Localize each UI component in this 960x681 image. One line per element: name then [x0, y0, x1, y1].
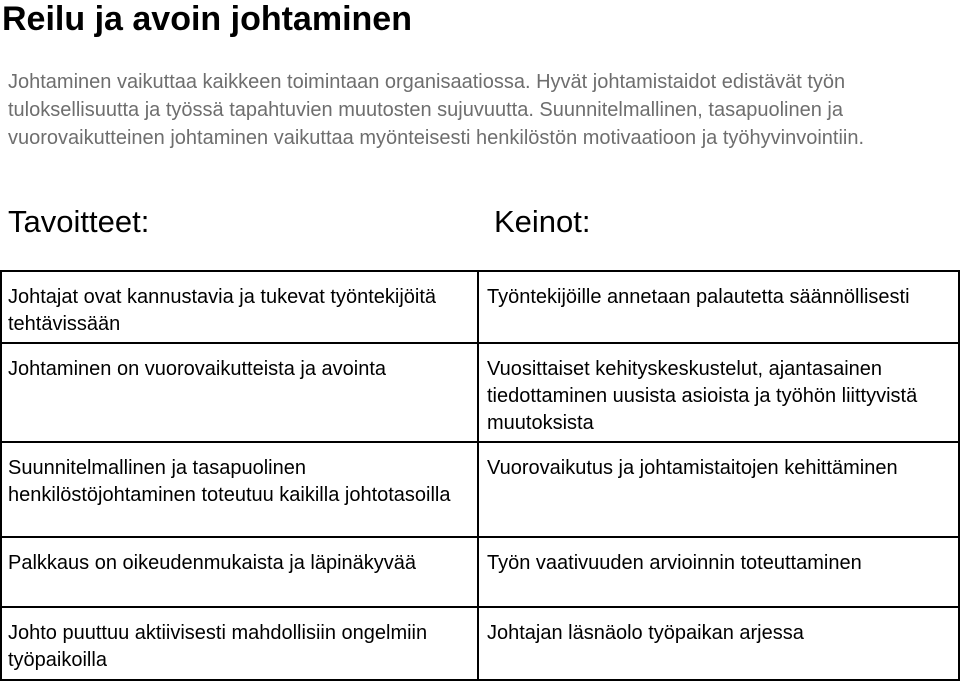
means-cell: Työntekijöille annetaan palautetta säännöllisesti [478, 271, 959, 343]
means-cell: Vuorovaikutus ja johtamistaitojen kehittäminen [478, 442, 959, 537]
means-cell: Vuosittaiset kehityskeskustelut, ajantasainen tiedottaminen uusista asioista ja työhön liittyvistä muutoksista [478, 343, 959, 442]
goal-cell: Johto puuttuu aktiivisesti mahdollisiin ongelmiin työpaikoilla [1, 607, 478, 680]
table-row [1, 442, 959, 537]
table-row [1, 607, 959, 680]
means-cell: Johtajan läsnäolo työpaikan arjessa [478, 607, 959, 680]
table-row [1, 343, 959, 442]
goal-cell: Johtajat ovat kannustavia ja tukevat työntekijöitä tehtävissään [1, 271, 478, 343]
table-row [1, 271, 959, 343]
goal-cell: Johtaminen on vuorovaikutteista ja avointa [1, 343, 478, 442]
means-cell: Työn vaativuuden arvioinnin toteuttaminen [478, 537, 959, 607]
goals-heading: Tavoitteet: [8, 204, 150, 239]
page-title: Reilu ja avoin johtaminen [2, 0, 412, 38]
means-heading: Keinot: [494, 204, 591, 239]
table-row [1, 537, 959, 607]
goals-means-table [0, 270, 960, 681]
goal-cell: Palkkaus on oikeudenmukaista ja läpinäkyvää [1, 537, 478, 607]
goal-cell: Suunnitelmallinen ja tasapuolinen henkilöstöjohtaminen toteutuu kaikilla johtotasoilla [1, 442, 478, 537]
intro-paragraph: Johtaminen vaikuttaa kaikkeen toimintaan organisaatiossa. Hyvät johtamistaidot edistävät työn tuloksellisuutta ja työssä tapahtuvien muutosten sujuvuutta. Suunnitelmallinen, tasapuolinen ja vuorovaikutteinen johtaminen vaikuttaa myönteisesti henkilöstön motivaatioon ja työhyvinvointiin. [8, 71, 865, 149]
